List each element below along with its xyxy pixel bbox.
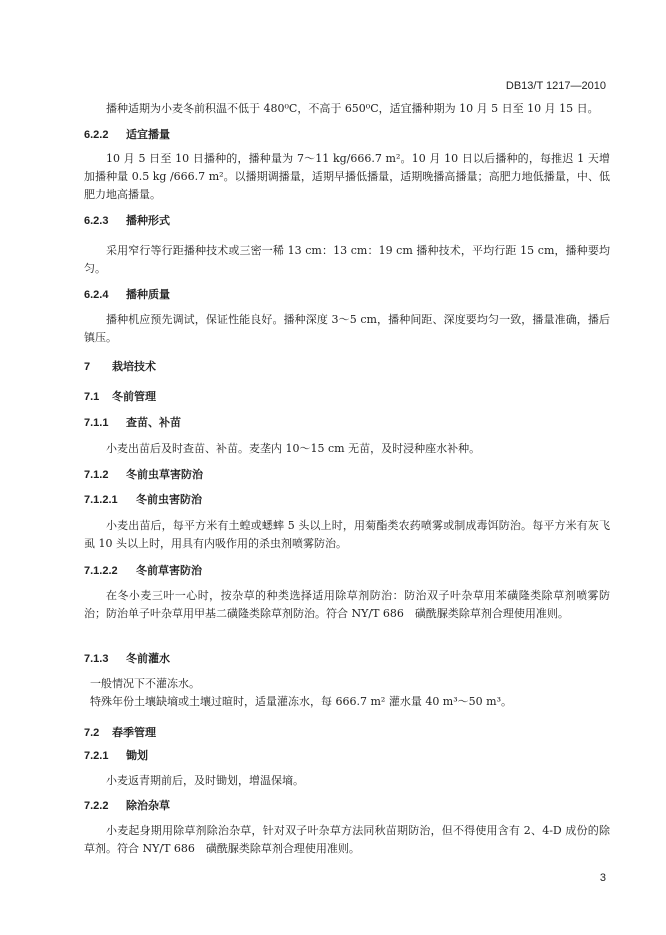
heading-7-1-2-2	[84, 562, 610, 580]
page-number: 3	[599, 872, 606, 884]
heading-6-2-2	[84, 126, 610, 144]
section-number: 7.1.1	[84, 417, 109, 429]
heading-7-1-2	[84, 466, 610, 484]
section-number: 7.1.2	[84, 469, 109, 481]
section-number: 7.2.2	[84, 800, 109, 812]
paragraph: 播种适期为小麦冬前积温不低于 480⁰C，不高于 650⁰C，适宜播种期为 10 月 5 日至 10 月 15 日。	[106, 102, 599, 115]
paragraph-line-1: 一般情况下不灌冻水。	[90, 677, 200, 690]
paragraph: 小麦返青期前后，及时锄划，增温保墒。	[106, 774, 304, 787]
section-title: 查苗、补苗	[126, 417, 181, 429]
section-title: 冬前草害防治	[136, 565, 202, 577]
heading-7	[84, 358, 610, 376]
section-body-7-1-1	[84, 440, 610, 458]
section-title: 锄划	[126, 750, 148, 762]
section-title: 冬前管理	[112, 391, 156, 403]
section-title: 除治杂草	[126, 800, 170, 812]
section-title: 冬前虫害防治	[136, 494, 202, 506]
paragraph-line-2: 特殊年份土壤缺墒或土壤过暄时，适量灌冻水，每 666.7 m² 灌水量 40 m³～50 m³。	[90, 695, 512, 708]
section-body-7-1-2-2	[84, 587, 610, 623]
heading-7-1-3	[84, 650, 610, 668]
section-title: 播种形式	[126, 215, 170, 227]
section-number: 6.2.3	[84, 215, 109, 227]
heading-7-1-2-1	[84, 491, 610, 509]
section-body-7-2-1	[84, 772, 610, 790]
heading-6-2-3	[84, 212, 610, 230]
heading-7-2-2	[84, 797, 610, 815]
section-number: 7.1.2.2	[84, 565, 118, 577]
heading-7-2-1	[84, 747, 610, 765]
section-number: 7.2	[84, 727, 100, 739]
paragraph: 在冬小麦三叶一心时，按杂草的种类选择适用除草剂防治：防治双子叶杂草用苯磺隆类除草剂喷雾防治；防治单子叶杂草用甲基二磺隆类除草剂防治。符合 NY/T 686 磺酰脲类除草剂合理使用准则。	[84, 589, 610, 620]
paragraph: 播种机应预先调试，保证性能良好。播种深度 3～5 cm，播种间距、深度要均匀一致，播量准确，播后镇压。	[84, 313, 610, 344]
heading-7-2	[84, 724, 610, 742]
section-number: 7.1.2.1	[84, 494, 118, 506]
section-number: 7.1.3	[84, 653, 109, 665]
section-title: 春季管理	[112, 727, 156, 739]
intro-paragraph	[84, 100, 610, 118]
paragraph: 小麦出苗后及时查苗、补苗。麦垄内 10～15 cm 无苗，及时浸种座水补种。	[106, 442, 481, 455]
paragraph: 10 月 5 日至 10 日播种的，播种量为 7～11 kg/666.7 m²。10 月 10 日以后播种的，每推迟 1 天增加播种量 0.5 kg /666.7 m²。以播期调播量，适期早播低播量，适期晚播高播量；高肥力地低播量，中、低肥力地高播量。	[84, 152, 610, 201]
paragraph: 小麦起身期用除草剂除治杂草，针对双子叶杂草方法同秋苗期防治，但不得使用含有 2、4-D 成份的除草剂。符合 NY/T 686 磺酰脲类除草剂合理使用准则。	[84, 824, 610, 855]
section-title: 冬前虫草害防治	[126, 469, 203, 481]
section-number: 7	[84, 361, 91, 373]
document-code: DB13/T 1217—2010	[505, 80, 606, 92]
section-title: 适宜播量	[126, 129, 170, 141]
section-number: 7.1	[84, 391, 100, 403]
heading-7-1-1	[84, 414, 610, 432]
section-number: 6.2.4	[84, 289, 109, 301]
section-number: 7.2.1	[84, 750, 109, 762]
heading-6-2-4	[84, 286, 610, 304]
section-body-7-1-2-1	[84, 517, 610, 553]
section-title: 栽培技术	[112, 361, 156, 373]
section-body-7-2-2	[84, 822, 610, 858]
heading-7-1	[84, 388, 610, 406]
section-number: 6.2.2	[84, 129, 109, 141]
section-body-6-2-2	[84, 150, 610, 204]
section-body-6-2-4	[84, 311, 610, 347]
section-title: 冬前灌水	[126, 653, 170, 665]
paragraph: 采用窄行等行距播种技术或三密一稀 13 cm：13 cm：19 cm 播种技术，平均行距 15 cm，播种要均匀。	[84, 244, 610, 275]
paragraph: 小麦出苗后，每平方米有土蝗或蟋蟀 5 头以上时，用菊酯类农药喷雾或制成毒饵防治。每平方米有灰飞虱 10 头以上时，用具有内吸作用的杀虫剂喷雾防治。	[84, 519, 610, 550]
section-body-6-2-3	[84, 242, 610, 278]
section-body-7-1-3	[84, 675, 610, 711]
section-title: 播种质量	[126, 289, 170, 301]
